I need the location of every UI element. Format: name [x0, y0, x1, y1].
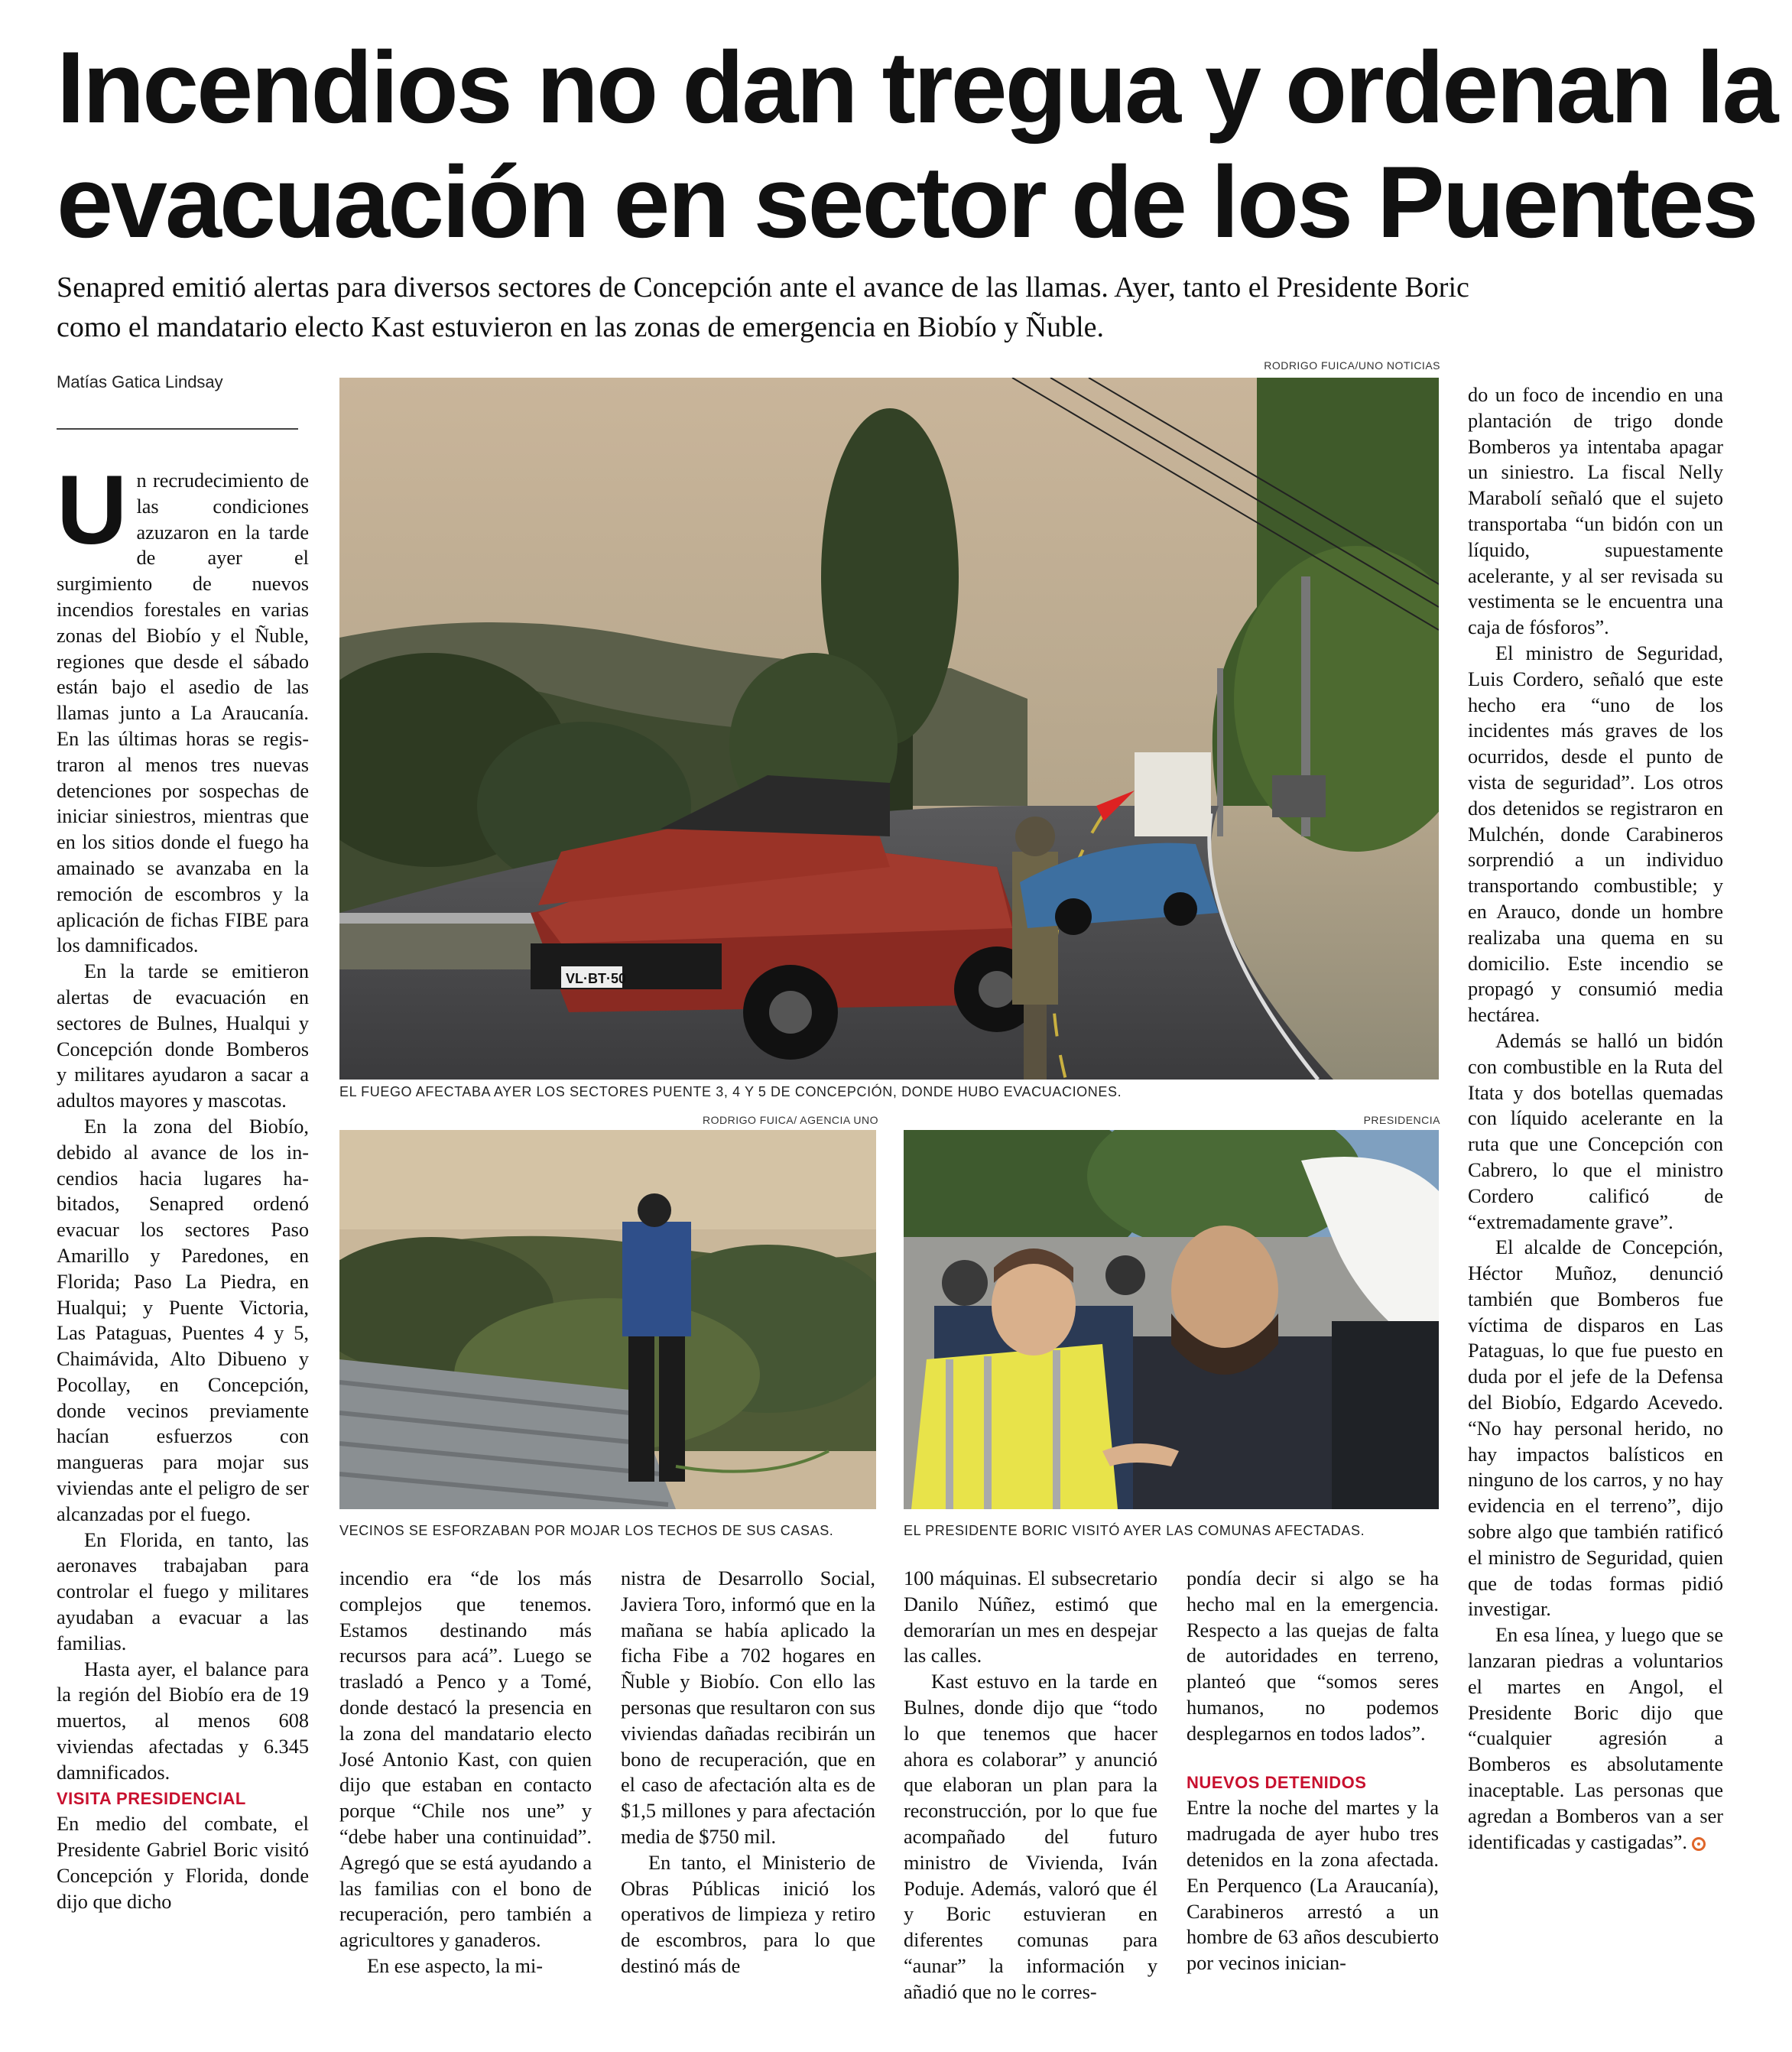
col6-paragraph-2: El ministro de Seguridad, Luis Cordero, señaló que este hecho era “uno de los incidentes más graves de los ocurridos, desde el punto de vista de seguridad”. Los otros dos detenidos se registraron en Mulchén, donde Carabineros sorprendió a un individuo transportando combustible; y en Arauco, donde un hombre realizaba una quema en su domicilio. Este incendio se propagó y consumió media hectárea. — [1468, 641, 1723, 1027]
roof-photo-credit: RODRIGO FUICA/ AGENCIA UNO — [702, 1114, 878, 1126]
body-column-3 — [621, 1566, 875, 1979]
col1-paragraph-1 — [57, 456, 309, 959]
body-column-5 — [1187, 1566, 1439, 1976]
subhead-nuevos-detenidos: NUEVOS DETENIDOS — [1187, 1772, 1367, 1792]
license-plate: VL·BT·50 — [566, 971, 627, 986]
headline-line-2: evacuación en sector de los Puentes — [57, 146, 1757, 259]
col4-paragraph-2: Kast estuvo en la tarde en Bulnes, donde dijo que “todo lo que tenemos que hacer ahora es colaborar” y anunció que elaboran un plan para la reconstrucción, por lo que fue acompañado del futuro ministro de Vivienda, Iván Poduje. Además, valoró que él y Boric estuvieran en diferentes comunas para “aunar” la información y añadió que no le corres- — [904, 1670, 1157, 2003]
end-mark-icon — [1692, 1837, 1706, 1851]
headline — [57, 31, 1777, 260]
col6-paragraph-1: do un foco de incendio en una plantación de trigo donde Bomberos ya intentaba apagar un siniestro. La fiscal Nelly Marabolí señaló que el sujeto transportaba “un bidón con un líquido, supuestamente acelerante, y al ser revisada su vestimenta se le encuentra una caja de fósforos”. — [1468, 384, 1723, 639]
col6-paragraph-5-text: En esa línea, y luego que se lanzaran piedras a voluntarios el martes en Angol, el Presidente Boric dijo que “cualquier agresión a Bomberos es absolutamente inaceptable. Las personas que agredan a Bomberos van a ser identificadas y castigadas”. — [1468, 1624, 1723, 1853]
deck-line-1: Senapred emitió alertas para diversos sectores de Concepción ante el avance de las llamas. Ayer, tanto el Presidente Boric — [57, 271, 1469, 304]
col3-paragraph-2: En tanto, el Ministerio de Obras Públicas inició los operativos de limpieza y retiro de escombros, para lo que destinó más de — [621, 1851, 875, 1977]
boric-photo-credit: PRESIDENCIA — [1363, 1114, 1440, 1126]
deck — [57, 268, 1738, 347]
headline-line-1: Incendios no dan tregua y ordenan la — [57, 31, 1777, 144]
boric-photo — [904, 1130, 1439, 1509]
col1-paragraph-2: En la tarde se emitieron alertas de evacuación en sectores de Bulnes, Hualqui y Concepción donde Bomberos y militares ayudaron a sacar a adultos mayores y mascotas. — [57, 960, 309, 1112]
main-photo-caption: EL FUEGO AFECTABA AYER LOS SECTORES PUENTE 3, 4 Y 5 DE CONCEPCIÓN, DONDE HUBO EVACUACIONES. — [339, 1084, 1122, 1099]
byline: Matías Gatica Lindsay — [57, 372, 223, 391]
roof-photo — [339, 1130, 876, 1509]
byline-rule — [57, 428, 298, 430]
subhead-visita-presidencial: VISITA PRESIDENCIAL — [57, 1788, 246, 1808]
col6-paragraph-3: Además se halló un bidón con combustible en la Ruta del Itata y dos botellas quemadas con líquido acelerante en la ruta que une Concepción con Cabrero, lo que el ministro Cordero calificó de “extremadamente grave”. — [1468, 1029, 1723, 1233]
deck-line-2: como el mandatario electo Kast estuvieron en las zonas de emergencia en Biobío y Ñuble. — [57, 311, 1105, 343]
body-column-6 — [1468, 382, 1723, 1855]
col2-paragraph-2: En ese aspecto, la mi- — [367, 1954, 544, 1977]
col1-paragraph-3: En la zona del Biobío, debido al avance de los incendios hacia lugares habitados, Senapred ordenó evacuar los sectores Paso Amarillo y Paredones, en Florida; Paso La Piedra, en Hualqui; y Puente Victoria, Las Pataguas, Puentes 4 y 5, Chaimávida, Alto Dibueno y Pocollay, en Concepción, donde vecinos previamente hacían esfuerzos con mangueras para mojar sus viviendas ante el peligro de ser alcanzadas por el fuego. — [57, 1115, 309, 1525]
col6-paragraph-5 — [1468, 1622, 1723, 1855]
col1-paragraph-1-text: n recrudecimiento de las condiciones azuzaron en la tarde de ayer el surgimiento de nuevos incendios forestales en varias zonas del Biobío y el Ñuble, regiones que desde el sábado están bajo el asedio de las llamas junto a La Araucanía. En las últimas horas se registraron al menos tres nuevas detenciones por sospechas de iniciar siniestros, mientras que en los sitios donde el fuego ha amainado se avanzaba en la remoción de escombros y la aplicación de fichas FIBE para los damnificados. — [57, 469, 309, 957]
col5-paragraph-1: pondía decir si algo se ha hecho mal en la emergencia. Respecto a las quejas de falta de autoridades en terreno, planteó que “somos seres humanos, no podemos desplegarnos en todos lados”. — [1187, 1567, 1439, 1745]
col5-paragraph-2: Entre la noche del martes y la madrugada de ayer hubo tres detenidos en la zona afectada. En Perquenco (La Araucanía), Carabineros arrestó a un hombre de 63 años descubierto por vecinos inician- — [1187, 1797, 1439, 1975]
col4-paragraph-1: 100 máquinas. El subsecretario Danilo Núñez, estimó que demorarían un mes en despejar las calles. — [904, 1567, 1157, 1667]
col3-paragraph-1: nistra de Desarrollo Social, Javiera Toro, informó que en la mañana se había aplicado la ficha Fibe a 702 hogares en Ñuble y Biobío. Con ello las personas que resultaron con sus viviendas dañadas recibirán un bono de recuperación, que en el caso de afectación alta es de $1,5 millones y para afectación media de $750 mil. — [621, 1567, 876, 1848]
col6-paragraph-4: El alcalde de Concepción, Héctor Muñoz, denunció también que Bomberos fue víctima de disparos en Las Pataguas, lo que fue puesto en duda por el jefe de la Defensa del Biobío, Edgardo Acevedo. “No hay personal herido, no hay impactos balísticos en ninguno de los carros, y no hay evidencia en el terreno”, dijo sobre algo que también ratificó el ministro de Seguridad, quien que de todas formas pidió investigar. — [1468, 1236, 1723, 1621]
col1-paragraph-4: En Florida, en tanto, las aeronaves trabajaban para controlar el fuego y militares ayudaban a evacuar a las familias. — [57, 1528, 309, 1654]
col2-paragraph-1: incendio era “de los más complejos que tenemos. Estamos destinando más recursos para acá”. Luego se trasladó a Penco y a Tomé, donde destacó la presencia en la zona del mandatario electo José Antonio Kast, con quien dijo que estaban en contacto porque “Chile nos une” y “debe haber una continuidad”. Agregó que se está ayudando a las familias con el bono de recuperación, pero también a agricultores y ganaderos. — [339, 1567, 592, 1952]
boric-photo-caption: EL PRESIDENTE BORIC VISITÓ AYER LAS COMUNAS AFECTADAS. — [904, 1523, 1365, 1538]
col1-paragraph-5: Hasta ayer, el balance para la región del Biobío era de 19 muertos, al menos 608 viviendas afectadas y 6.345 damnificados. — [57, 1658, 309, 1784]
body-column-1 — [57, 456, 309, 1915]
body-column-4 — [904, 1566, 1157, 2005]
roof-photo-caption: VECINOS SE ESFORZABAN POR MOJAR LOS TECHOS DE SUS CASAS. — [339, 1523, 834, 1538]
main-photo — [339, 378, 1439, 1080]
col1-paragraph-6: En medio del combate, el Presidente Gabriel Boric visitó Concepción y Florida, donde dijo que dicho — [57, 1813, 309, 1913]
drop-cap: U — [57, 456, 128, 565]
body-column-2 — [339, 1566, 592, 1979]
main-photo-credit: RODRIGO FUICA/UNO NOTICIAS — [1264, 359, 1440, 372]
